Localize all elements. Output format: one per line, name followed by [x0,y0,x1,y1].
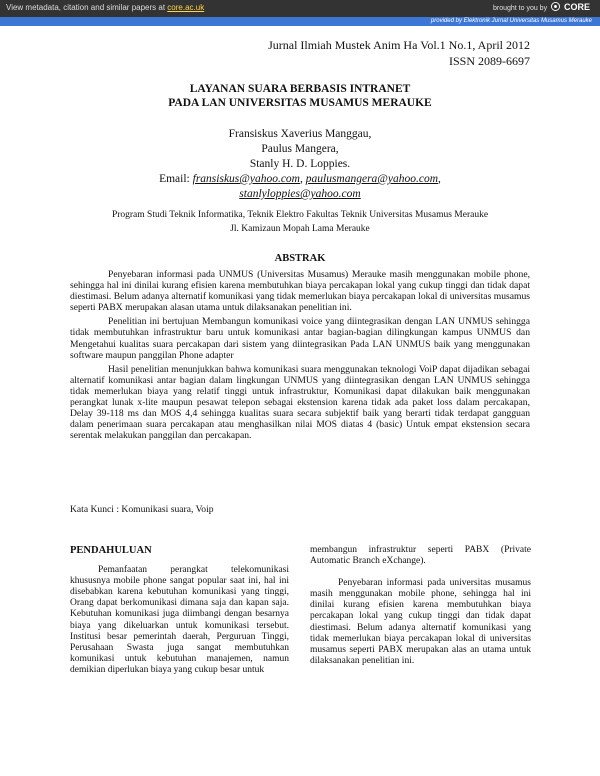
author-block [0,127,600,202]
body-paragraph: Penyebaran informasi pada universitas musamus masih menggunakan mobile phone, sehingga hal ini dinilai kurang efisien karena membutuhkan biaya percakapan lokal yang cukup tinggi dan tidak dapat diestimasi. Belum adanya alternatif komunikasi yang tidak memerlukan biaya percakapan lokal di universitas musamus seperti PABX merupakan alas an utama untuk dilaksanakan penelitian ini. [310,578,531,666]
abstract-paragraph: Penelitian ini bertujuan Membangun komunikasi voice yang diintegrasikan dengan LAN UNMUS sehingga tidak membutuhkan infrastruktur baru untuk komunikasi antar bagian-bagian dilingkungan kampus UNMUS dan Mengetahui kualitas suara percakapan dari sistem yang diintegrasikan Pada LAN UNMUS baik yang menggunakan software maupun panggilan Phone adapter [70,316,530,361]
core-banner [0,0,600,17]
provider-text: provided by Elektronik Jurnal Universitas Musamus Merauke [430,18,592,24]
abstract-body [70,269,530,444]
abstract-paragraph: Penyebaran informasi pada UNMUS (Universitas Musamus) Merauke masih menggunakan mobile phone, sehingga hal ini dinilai kurang efisien karena membutuhkan biaya percakapan lokal yang cukup tinggi dan tidak dapat diestimasi. Belum adanya alternatif komunikasi yang tidak memerlukan biaya percakapan lokal di universitas musamus seperti PABX merupakan alasan utama untuk dilaksanakan penelitian ini. [70,269,530,314]
core-logo-icon [551,2,560,11]
email-line: Email: fransiskus@yahoo.com, paulusmangera@yahoo.com, [159,173,441,185]
abstract-heading: ABSTRAK [274,253,326,264]
column-right [310,545,531,667]
column-left [70,545,289,676]
body-paragraph: membangun infrastruktur seperti PABX (Private Automatic Branch eXchange). [310,545,531,567]
paper-title: LAYANAN SUARA BERBASIS INTRANET PADA LAN UNIVERSITAS MUSAMUS MERAUKE [168,83,432,109]
provider-bar [0,17,600,26]
email-link-1[interactable]: fransiskus@yahoo.com [192,173,300,185]
author-1: Fransiskus Xaverius Manggau, [228,128,372,140]
body-paragraph: Pemanfaatan perangkat telekomunikasi khususnya mobile phone sangat popular saat ini, hal ini disebabkan karena kebutuhan komunikasi yang tinggi, Orang dapat berkomunikasi dimana saja dan kapan saja. Kebutuhan komunikasi juga diimbangi dengan besarnya biaya yang dikeluarkan untuk komunikasi tersebut. Institusi besar pemerintah daerah, Perguruan Tinggi, Perusahaan Swasta juga sangat membutuhkan komunikasi untuk kebutuhan manajemen, namun demikian diperlukan biaya yang cukup besar untuk [70,565,289,675]
author-2: Paulus Mangera, [261,143,339,155]
author-3: Stanly H. D. Loppies. [249,158,351,170]
journal-header [268,37,530,69]
section-heading: PENDAHULUAN [70,545,152,556]
email-link-2[interactable]: paulusmangera@yahoo.com [305,173,439,185]
abstract-paragraph: Hasil penelitian menunjukkan bahwa komunikasi suara menggunakan teknologi VoiP dapat dijadikan sebagai alternatif komunikasi antar bagian dalam lingkungan UNMUS yang diintegrasikan dengan LAN UNMUS sehingga tidak memerlukan biaya yang relatif tinggi untuk infrastruktur, Komunikasi dapat dilakukan baik menggunakan perangkat lunak x-lite maupun pesawat telepon sebagai ekstension karena tidak ada paket loss dalam percakapan, Delay 39-118 ms dan MOS 4,4 sehingga kualitas suara secara subjektif baik yang berarti tidak terdapat gangguan dalam penerimaan suara percakapan atau menghasilkan nilai MOS diatas 4 (basic) Untuk empat ekstension secara serentak melakukan panggilan dan percakapan. [70,363,530,442]
email-link-3[interactable]: stanlyloppies@yahoo.com [239,188,361,200]
brought-to-you: brought to you by CORE [492,2,590,12]
keywords: Kata Kunci : Komunikasi suara, Voip [70,504,214,515]
journal-name: Jurnal Ilmiah Mustek Anim Ha Vol.1 No.1, April 2012 [268,38,530,52]
metadata-notice: View metadata, citation and similar papers at core.ac.uk [6,3,205,12]
core-brand[interactable]: CORE [563,2,590,12]
affiliation: Program Studi Teknik Informatika, Teknik Elektro Fakultas Teknik Universitas Musamus Merauke Jl. Kamizaun Mopah Lama Merauke [111,210,489,234]
journal-issn: ISSN 2089-6697 [448,54,530,68]
core-link[interactable]: core.ac.uk [167,3,205,12]
